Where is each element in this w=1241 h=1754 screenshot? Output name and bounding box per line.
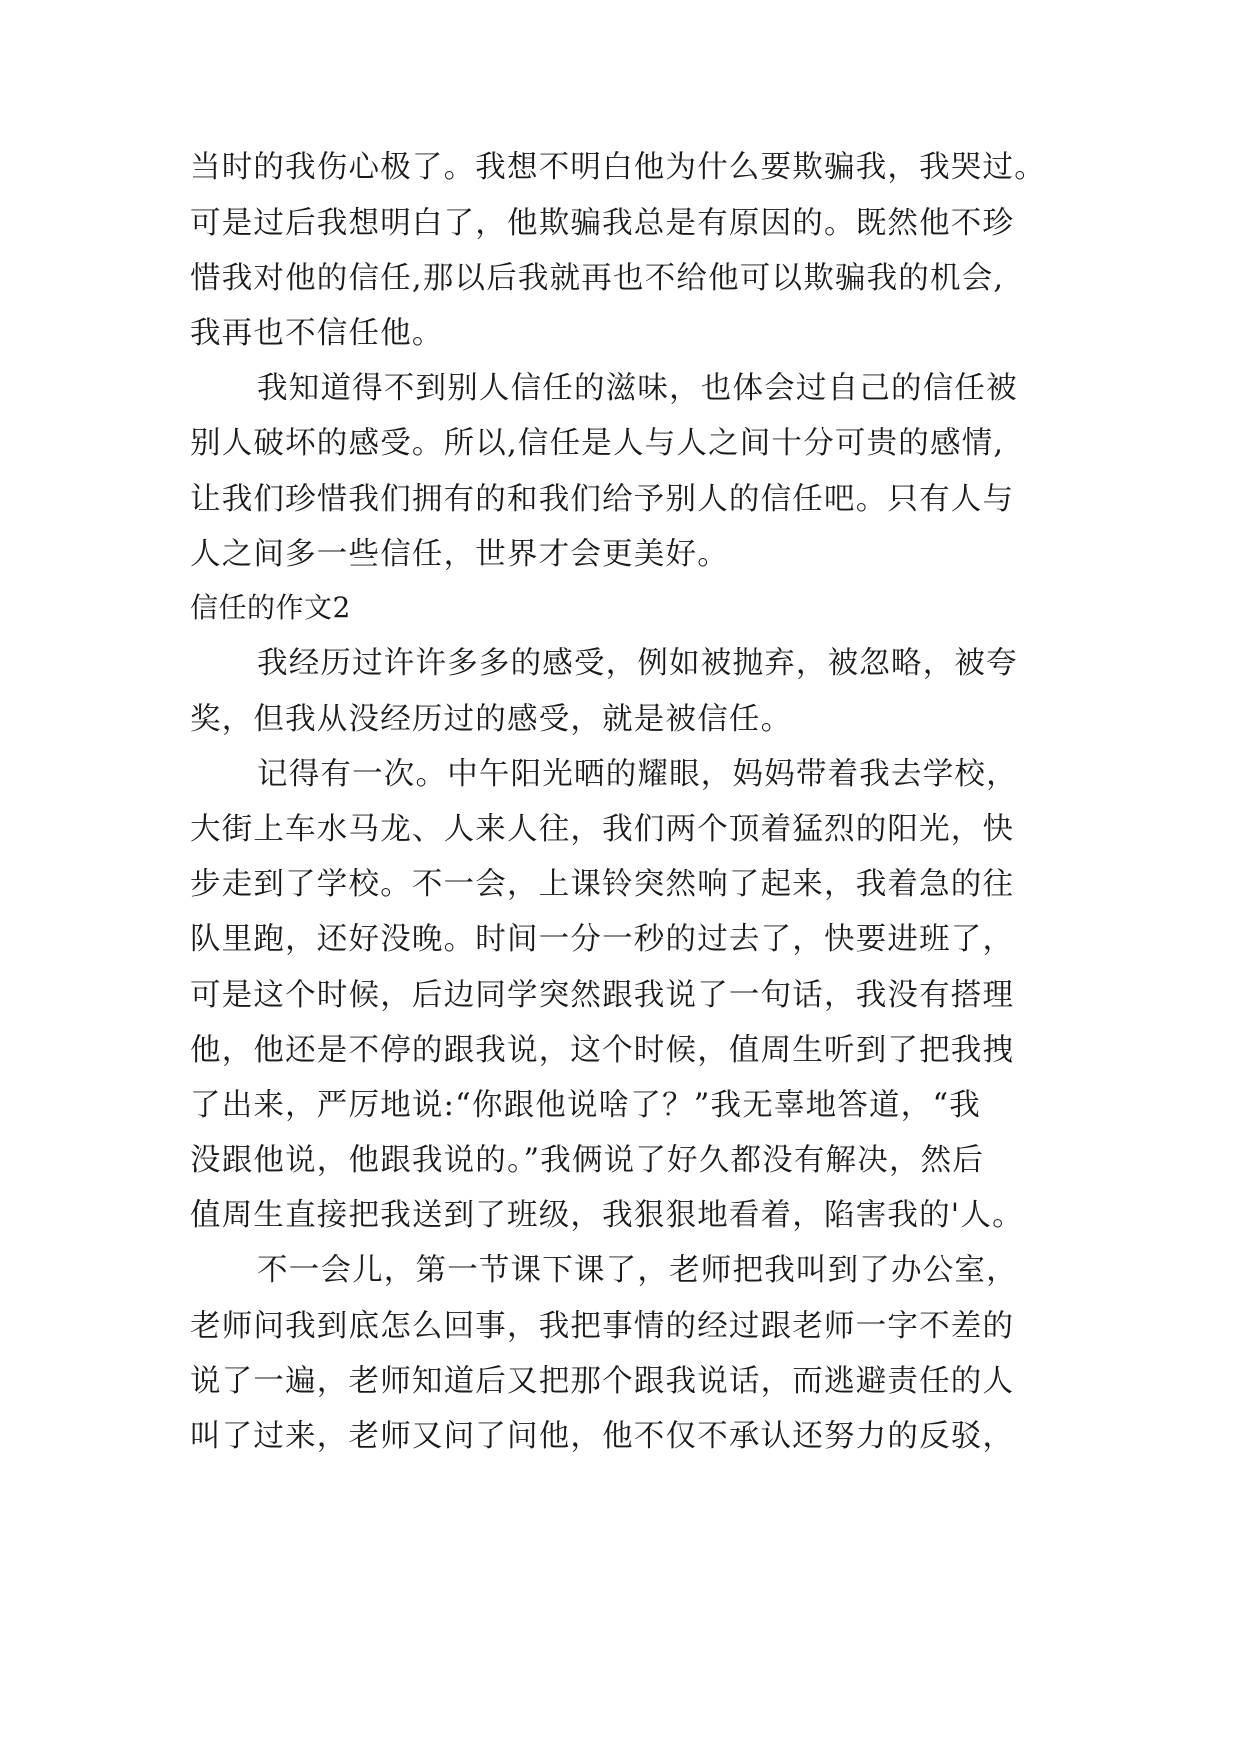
text-line: 别人破坏的感受。所以,信任是人与人之间十分可贵的感情, [190,426,1005,461]
text-line: 人之间多一些信任，世界才会更美好。 [190,537,729,572]
text-line: 说了一遍，老师知道后又把那个跟我说话，而逃避责任的人 [190,1364,1015,1399]
text-line: 值周生直接把我送到了班级，我狠狠地看着，陷害我的'人。 [190,1198,1024,1233]
text-line: 队里跑，还好没晚。时间一分一秒的过去了，快要进班了， [190,922,1015,957]
text-line: 叫了过来，老师又问了问他，他不仅不承认还努力的反驳， [190,1419,1015,1454]
text-line: 我再也不信任他。 [190,316,444,351]
paragraph-first-line: 记得有一次。中午阳光晒的耀眼，妈妈带着我去学校， [257,757,1018,792]
section-heading: 信任的作文2 [190,591,351,624]
text-line: 大街上车水马龙、人来人往，我们两个顶着猛烈的阳光，快 [190,812,1015,847]
text-line: 可是这个时候，后边同学突然跟我说了一句话，我没有搭理 [190,978,1015,1013]
paragraph-first-line: 我知道得不到别人信任的滋味，也体会过自己的信任被 [257,371,1018,406]
text-line: 当时的我伤心极了。我想不明白他为什么要欺骗我，我哭过。 [190,150,1046,185]
text-line: 奖，但我从没经历过的感受，就是被信任。 [190,702,793,737]
paragraph-first-line: 我经历过许许多多的感受，例如被抛弃，被忽略，被夸 [257,646,1018,681]
text-line: 让我们珍惜我们拥有的和我们给予别人的信任吧。只有人与 [190,482,1015,517]
text-line: 他，他还是不停的跟我说，这个时候，值周生听到了把我拽 [190,1033,1015,1068]
text-line: 了出来，严厉地说:“你跟他说啥了？”我无辜地答道，“我 [190,1088,981,1123]
text-line: 老师问我到底怎么回事，我把事情的经过跟老师一字不差的 [190,1309,1015,1344]
text-line: 可是过后我想明白了，他欺骗我总是有原因的。既然他不珍 [190,206,1015,241]
paragraph-first-line: 不一会儿，第一节课下课了，老师把我叫到了办公室， [257,1253,1018,1288]
text-line: 惜我对他的信任,那以后我就再也不给他可以欺骗我的机会, [190,261,1005,296]
text-line: 没跟他说，他跟我说的。”我俩说了好久都没有解决，然后 [190,1143,985,1178]
text-line: 步走到了学校。不一会，上课铃突然响了起来，我着急的往 [190,867,1015,902]
